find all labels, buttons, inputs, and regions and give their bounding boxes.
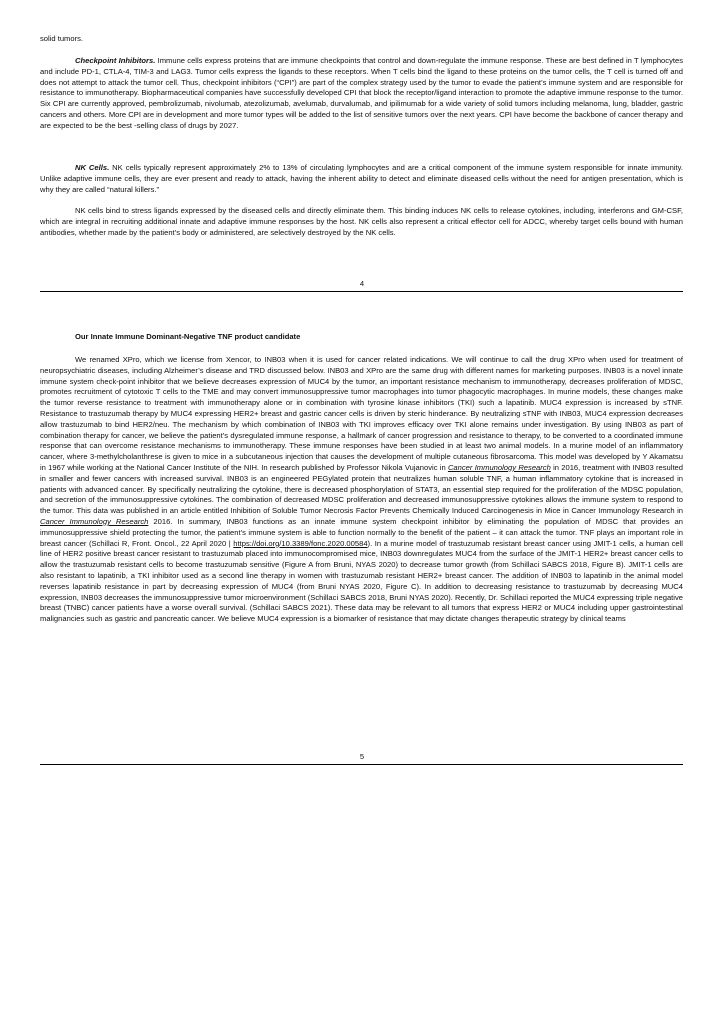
section-heading: Our Innate Immune Dominant-Negative TNF product candidate bbox=[75, 332, 301, 341]
inb03-text-part-1: We renamed XPro, which we license from Xencor, to INB03 when it is used for cancer related indications. We will continue to call the drug XPro when used for treatment of neuropsychiatric diseases, including Alzheimer’s disease and TRD discussed below. INB03 and XPro are the same drug with different names for marketing purposes. INB03 is a novel innate immune system check-point inhibitor that we believe decreases expression of MUC4 by the tumor, an important resistance mechanism to immunotherapy, decreases proliferation of MDSC, promotes recruitment of cytotoxic T cells to the TME and may convert immunosuppressive tumor macrophages into tumor phagocytic macrophages. In murine models, these changes make the tumor reverse resistance to treatment with immunotherapy alone or in combination with tyrosine kinase inhibitors (TKI) such a lapatinib. MUC4 expression is increased by sTNF. Resistance to trastuzumab therapy by MUC4 expressing HER2+ breast and gastric cancer cells is driven by steric hinderance. By neutralizing sTNF with INB03, MUC4 expression decreases allow trastuzumab to bind HER2/neu. The mechanism by which combination of INB03 with TKI improves efficacy over TKI alone remains under investigation. By using INB03 as part of combination therapy for cancer, we believe the patient’s dysregulated immune response, a hallmark of cancer progression and resistance to therapy, to be converted to a coordinated immune response that can overcome resistance mechanisms to immunotherapy. These immune responses have been studied in at least two animal models. In a murine model of an inflammatory cancer, where 3-methylcholanthrese is given to mice in a subcutaneous injection that causes the development of multiple cutaneous fibrosarcoma. This model was developed by Y Akamatsu in 1967 while working at the National Cancer Institute of the NIH. In research published by Professor Nikola Vujanovic in bbox=[40, 355, 683, 472]
nk-cells-label: NK Cells. bbox=[75, 163, 110, 172]
page-number: 4 bbox=[359, 279, 365, 288]
nk-cells-paragraph bbox=[40, 163, 683, 195]
inb03-text-part-2: in 2016, treatment with INB03 resulted in smaller and fewer cancers with increased survival. INB03 is an engineered PEGylated protein that neutralizes human soluble TNF, a human inflammatory cytokine that is increased in patients with advanced cancer. By specifically neutralizing the cytokine, there is decreased phosphorylation of STAT3, an essential step required for the proliferation of the MDSC population, and secretion of the immunosuppressive cytokines. The combination of decreased MDSC proliferation and decreased immunosuppressive cytokines allows the immune system to respond to the tumor. This data was published in an article entitled Inhibition of Soluble Tumor Necrosis Factor Prevents Chemically Induced Carcinogenesis in Mice in Cancer Immunology Research in bbox=[40, 462, 684, 516]
page-divider bbox=[40, 291, 683, 292]
journal-link[interactable]: Cancer Immunology Research bbox=[40, 516, 149, 526]
checkpoint-inhibitors-paragraph bbox=[40, 56, 683, 132]
journal-link[interactable]: Cancer Immunology Research bbox=[447, 462, 551, 472]
checkpoint-inhibitors-text: Immune cells express proteins that are immune checkpoints that control and down-regulate the immune response. These are best defined in T lymphocytes and include PD-1, CTLA-4, TIM-3 and LAG3. Tumor cells express the ligands to these receptors. When T cells bind the ligand to these proteins on the tumor cells, the T cell is turned off and does not attempt to attack the tumor cell. Thus, checkpoint inhibitors (“CPI”) are part of the complex strategy used by the tumor to evade the patient’s immune system and are responsible for resistance to immunotherapy. Biopharmaceutical companies have successfully developed CPI that block the receptor/ligand interaction to promote the adaptive immune response to the tumor. Six CPI are currently approved, pembrolizumab, nivolumab, atezolizumab, avelumab, durvalumab, and ipilimumab for a wide variety of solid tumors including melanoma, lung, bladder, gastric cancers and others. More CPI are in development and more tumor types will be added to the list of sensitive tumors over the next years. CPI have become the backbone of cancer therapy and are expected to be the best -selling class of drugs by 2027. bbox=[40, 56, 683, 130]
checkpoint-inhibitors-label: Checkpoint Inhibitors. bbox=[75, 56, 156, 65]
inb03-text-part-4: ). In a murine model of trastuzumab resistant breast cancer using JMIT-1 cells, a human cell line of HER2 positive breast cancer resistant to trastuzumab placed into immunocompromised mice, INB03 downregulates MUC4 from the surface of the JMIT-1 HER2+ breast cancer cells to allow the trastuzumab resistant cells to become trastuzumab sensitive (Figure A from Bruni, NYAS 2020) to decrease tumor growth (from Schillaci SABCS 2018, Figure B). JMIT-1 cells are also resistant to lapatinib, a TKI inhibitor used as a second line therapy in women with trastuzumab resistant HER2+ breast cancer. The addition of INB03 to lapatinib in the animal model reverses lapatinib resistance in part by decreasing expression of MUC4 (from Bruni NYAS 2020, Figure C). In addition to decreasing resistance to trastuzumab by decreasing MUC4 expression, INB03 decreases the immunosuppressive tumor microenvironment (Schillaci SABCS 2018, Bruni NYAS 2020). Recently, Dr. Schillaci reported the MUC4 expressing triple negative breast (TNBC) cancer patients have a worse overall survival. (Schillaci SABCS 2021). These data may be relevant to all tumors that express HER2 or MUC4 including upper gastrointestinal malignancies such as gastric and pancreatic cancer. We believe MUC4 expression is a biomarker of resistance that may dictate changes therapeutic strategy by clinical teams bbox=[40, 538, 683, 624]
doi-link[interactable]: https://doi.org/10.3389/fonc.2020.00584 bbox=[233, 538, 368, 548]
page-number: 5 bbox=[359, 752, 365, 761]
nk-binding-paragraph: NK cells bind to stress ligands expressed by the diseased cells and directly eliminate them. This binding induces NK cells to release cytokines, including, interferons and GM-CSF, which are integral in recruiting additional innate and adaptive immune responses by the host. NK cells also represent a critical effector cell for ADCC, whereby target cells bound with human antibodies, whether made by the patient’s body or administered, are selectively destroyed by the NK cells. bbox=[40, 206, 683, 237]
inb03-text-part-3: 2016. In summary, INB03 functions as an innate immune system checkpoint inhibitor by eliminating the population of MDSC that provides an immunosuppressive shield protecting the tumor, the patient’s immune system is able to function normally to the benefit of the patient – it can attack the tumor. TNF plays an important role in breast cancer (Schillaci R, Front. Oncol., 22 April 2020 | bbox=[40, 516, 683, 548]
page-divider bbox=[40, 764, 683, 765]
inb03-paragraph bbox=[40, 355, 683, 625]
nk-cells-text: NK cells typically represent approximately 2% to 13% of circulating lymphocytes and are a critical component of the immune system responsible for innate immunity. Unlike adaptive immune cells, they are ever present and ready to attack, having the inherent ability to detect and eliminate diseased cells without the need for antigen presentation, which is why they are called “natural killers.” bbox=[40, 163, 683, 194]
continued-text: solid tumors. bbox=[40, 34, 84, 43]
